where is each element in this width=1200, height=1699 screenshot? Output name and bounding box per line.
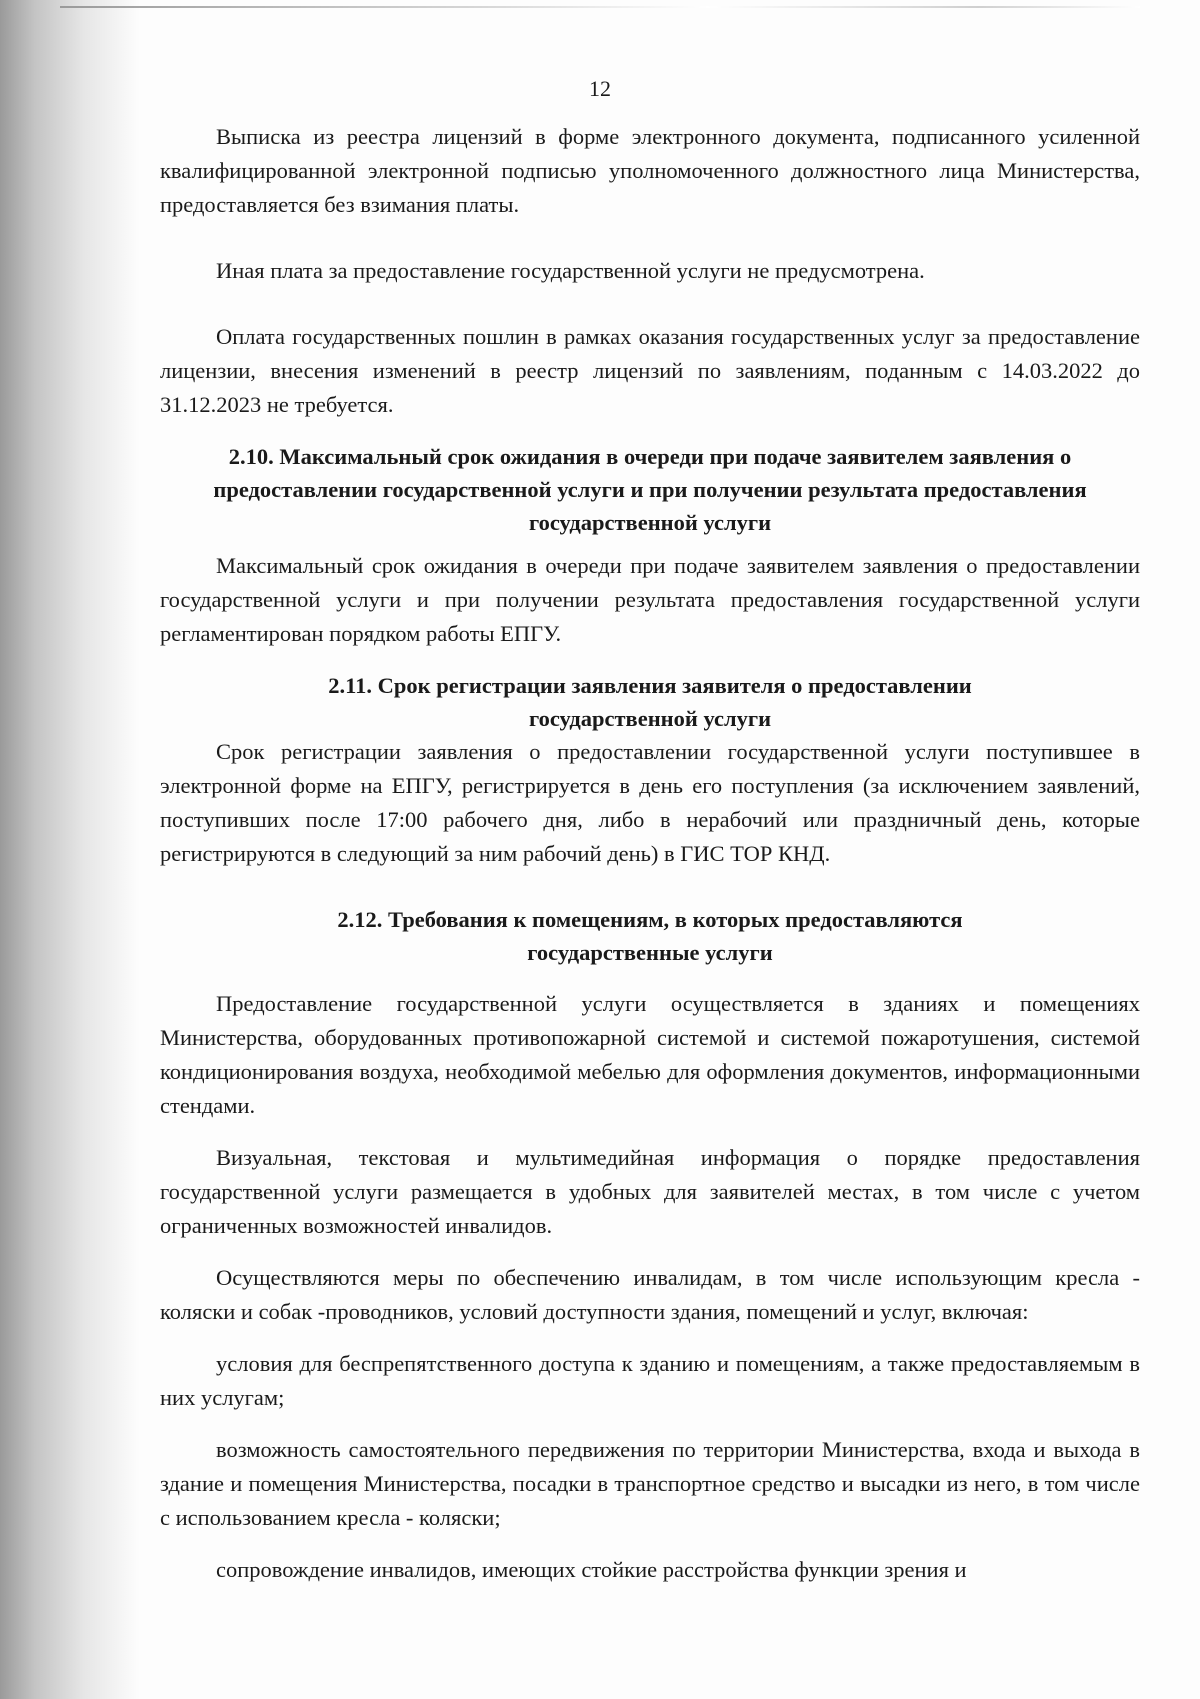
paragraph-accessibility-measures: Осуществляются меры по обеспечению инвалидам, в том числе использующим кресла - коляски и собак -проводников, условий доступности здания, помещений и услуг, включая:: [160, 1265, 1140, 1324]
scan-top-edge: [60, 6, 1140, 8]
document-body: [160, 120, 1140, 1587]
paragraph-premises: Предоставление государственной услуги осуществляется в зданиях и помещениях Министерства, оборудованных противопожарной системой и системой пожаротушения, системой кондиционирования воздуха, необходимой мебелью для оформления документов, информационными стендами.: [160, 991, 1140, 1118]
paragraph-queue-time: Максимальный срок ожидания в очереди при подаче заявителем заявления о предоставлении государственной услуги и при получении результата предоставления государственной услуги регламентирован порядком работы ЕПГУ.: [160, 553, 1140, 646]
heading-2-12: 2.12. Требования к помещениям, в которых предоставляются государственные услуги: [337, 907, 963, 965]
heading-2-10: 2.10. Максимальный срок ожидания в очереди при подаче заявителем заявления о предоставлении государственной услуги и при получении результата предоставления государственной услуги: [213, 444, 1087, 535]
paragraph-other-fee: Иная плата за предоставление государственной услуги не предусмотрена.: [216, 258, 925, 283]
paragraph-escort: сопровождение инвалидов, имеющих стойкие расстройства функции зрения и: [216, 1557, 967, 1582]
scan-edge-shadow: [0, 0, 140, 1699]
paragraph-license-extract: Выписка из реестра лицензий в форме электронного документа, подписанного усиленной квалифицированной электронной подписью уполномоченного должностного лица Министерства, предоставляется без взимания платы.: [160, 124, 1140, 217]
paragraph-access-conditions: условия для беспрепятственного доступа к зданию и помещениям, а также предоставляемым в них услугам;: [160, 1351, 1140, 1410]
paragraph-state-duty: Оплата государственных пошлин в рамках оказания государственных услуг за предоставление лицензии, внесения изменений в реестр лицензий по заявлениям, поданным с 14.03.2022 до 31.12.2023 не требуется.: [160, 324, 1140, 417]
heading-2-11: 2.11. Срок регистрации заявления заявителя о предоставлении государственной услуги: [328, 673, 972, 731]
paragraph-registration-term: Срок регистрации заявления о предоставлении государственной услуги поступившее в электронной форме на ЕПГУ, регистрируется в день его поступления (за исключением заявлений, поступивших после 17:00 рабочего дня, либо в нерабочий или праздничный день, которые регистрируются в следующий за ним рабочий день) в ГИС ТОР КНД.: [160, 739, 1140, 866]
paragraph-visual-info: Визуальная, текстовая и мультимедийная информация о порядке предоставления государственной услуги размещается в удобных для заявителей местах, в том числе с учетом ограниченных возможностей инвалидов.: [160, 1145, 1140, 1238]
paragraph-independent-movement: возможность самостоятельного передвижения по территории Министерства, входа и выхода в здание и помещения Министерства, посадки в транспортное средство и высадки из него, в том числе с использованием кресла - коляски;: [160, 1437, 1140, 1530]
page-number: 12: [589, 76, 611, 101]
